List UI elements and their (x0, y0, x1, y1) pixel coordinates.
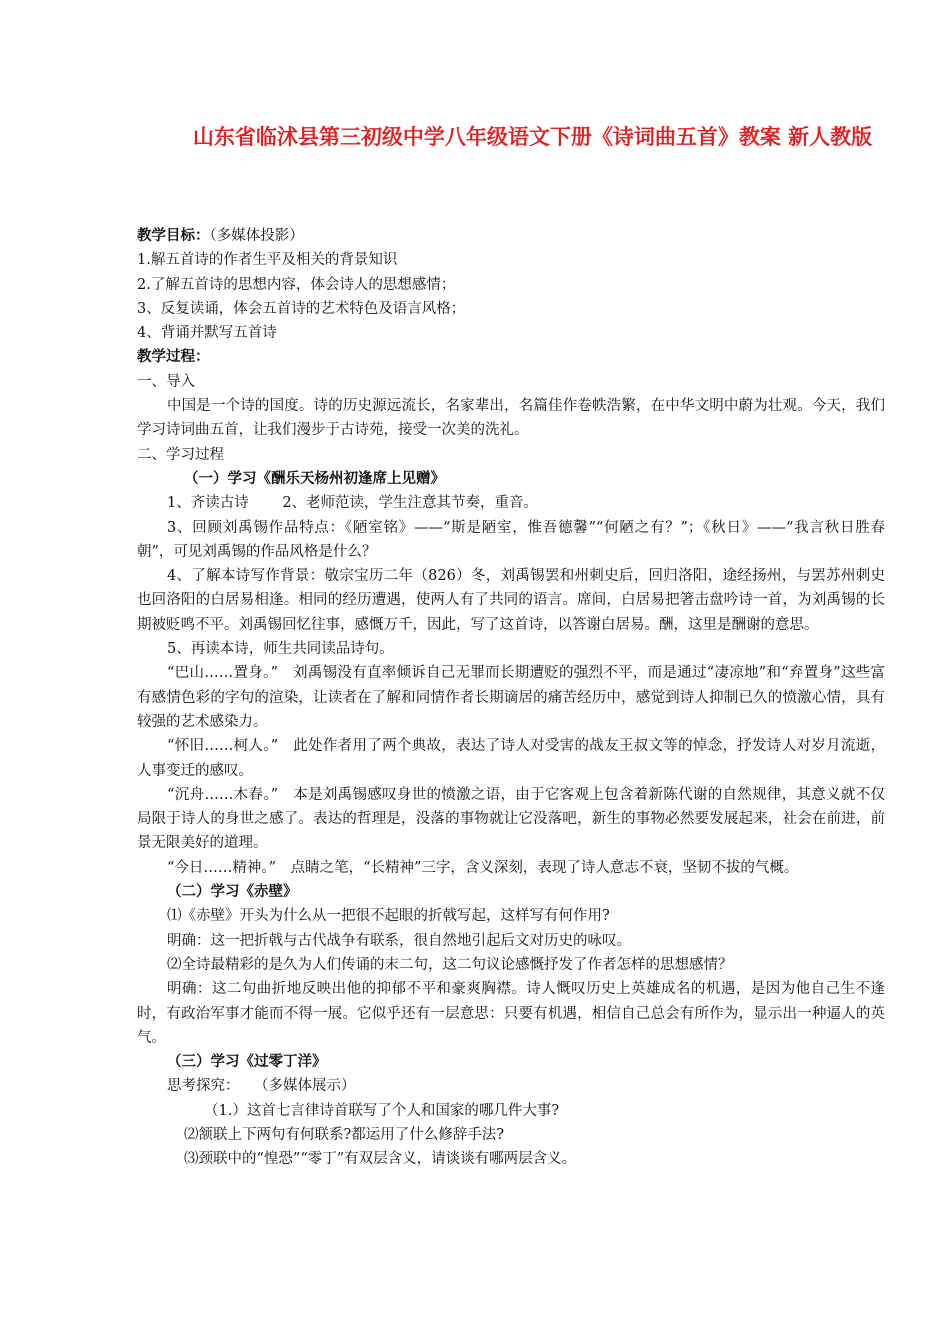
part1-quote-3: “沉舟……木春。” 本是刘禹锡感叹身世的愤激之语，由于它客观上包含着新陈代谢的自然规律，其意义就不仅局限于诗人的身世之感了。表达的哲理是，没落的事物就让它没落吧，新生的事物必然要发展起来，社会在前进，前景无限美好的道理。 (137, 786, 885, 852)
objective-item: 1.解五首诗的作者生平及相关的背景知识 (137, 252, 398, 269)
part3-explore: 思考探究： （多媒体展示） (167, 1078, 356, 1095)
part1-line-1: 1、齐读古诗 2、老师范读，学生注意其节奏，重音。 (167, 495, 539, 512)
part2-question-1: ⑴《赤壁》开头为什么从一把很不起眼的折戟写起，这样写有何作用? (167, 908, 610, 925)
study-heading: 二、学习过程 (137, 446, 224, 463)
objectives-line (137, 224, 885, 248)
objective-item: 4、背诵并默写五首诗 (137, 325, 277, 342)
part2-question-2: ⑵全诗最精彩的是久为人们传诵的末二句，这二句议论感慨抒发了作者怎样的思想感情？ (167, 956, 733, 973)
part2-answer-2: 明确：这二句曲折地反映出他的抑郁不平和豪爽胸襟。诗人慨叹历史上英雄成名的机遇，是因为他自己生不逢时，有政治军事才能而不得一展。它似乎还有一层意思：只要有机遇，相信自己总会有所作为，显示出一种逼人的英气。 (137, 981, 885, 1046)
part1-line-3: 3、回顾刘禹锡作品特点：《陋室铭》——“斯是陋室，惟吾德馨”“何陋之有？”；《秋日》——“我言秋日胜春朝”，可见刘禹锡的作品风格是什么？ (137, 519, 885, 560)
objective-item: 2.了解五首诗的思想内容，体会诗人的思想感情； (137, 276, 456, 293)
part1-line-5: 5、再读本诗，师生共同读品诗句。 (167, 641, 394, 658)
intro-paragraph: 中国是一个诗的国度。诗的历史源远流长，名家辈出，名篇佳作卷帙浩繁，在中华文明中蔚为壮观。今天，我们学习诗词曲五首，让我们漫步于古诗苑，接受一次美的洗礼。 (137, 398, 885, 439)
part3-heading: （三）学习《过零丁洋》 (167, 1053, 327, 1071)
part3-question-2: ⑵颔联上下两句有何联系?都运用了什么修辞手法? (184, 1126, 505, 1143)
document-title: 山东省临沭县第三初级中学八年级语文下册《诗词曲五首》教案 新人教版 (192, 124, 873, 149)
objective-item: 3、反复读诵，体会五首诗的艺术特色及语言风格； (137, 300, 466, 317)
part1-quote-4: “今日……精神。” 点睛之笔，“长精神”三字，含义深刻，表现了诗人意志不衰，坚韧不拔的气概。 (167, 859, 799, 876)
part3-question-3: ⑶颈联中的“惶恐”“零丁”有双层含义，请谈谈有哪两层含义。 (184, 1151, 577, 1168)
process-label: 教学过程： (137, 348, 210, 366)
part1-quote-2: “怀旧……柯人。” 此处作者用了两个典故，表达了诗人对受害的战友王叔文等的悼念，抒发诗人对岁月流逝，人事变迁的感叹。 (137, 738, 885, 779)
part2-answer-1: 明确：这一把折戟与古代战争有联系，很自然地引起后文对历史的咏叹。 (167, 932, 631, 949)
intro-heading: 一、导入 (137, 373, 195, 390)
part1-heading: （一）学习《酬乐天杨州初逢席上见赠》 (184, 469, 445, 487)
objectives-label: 教学目标： (137, 227, 210, 244)
objectives-note: （多媒体投影） (209, 228, 304, 244)
part3-question-1: （1.）这首七言律诗首联写了个人和国家的哪几件大事? (204, 1102, 560, 1119)
part1-quote-1: “巴山……置身。” 刘禹锡没有直率倾诉自己无罪而长期遭贬的强烈不平，而是通过“凄凉地”和“弃置身”这些富有感情色彩的字句的渲染，让读者在了解和同情作者长期谪居的痛苦经历中，感觉到诗人抑制已久的愤激心情，具有较强的艺术感染力。 (137, 665, 885, 730)
part1-line-4: 4、了解本诗写作背景：敬宗宝历二年（826）冬，刘禹锡罢和州刺史后，回归洛阳，途经扬州，与罢苏州刺史也回洛阳的白居易相逢。相同的经历遭遇，使两人有了共同的语言。席间，白居易把箸击盘吟诗一首，为刘禹锡的长期被贬鸣不平。刘禹锡回忆往事，感慨万千，因此，写了这首诗，以答谢白居易。酬，这里是酬谢的意思。 (137, 568, 885, 633)
part2-heading: （二）学习《赤壁》 (167, 883, 298, 901)
document-body (137, 224, 885, 1172)
